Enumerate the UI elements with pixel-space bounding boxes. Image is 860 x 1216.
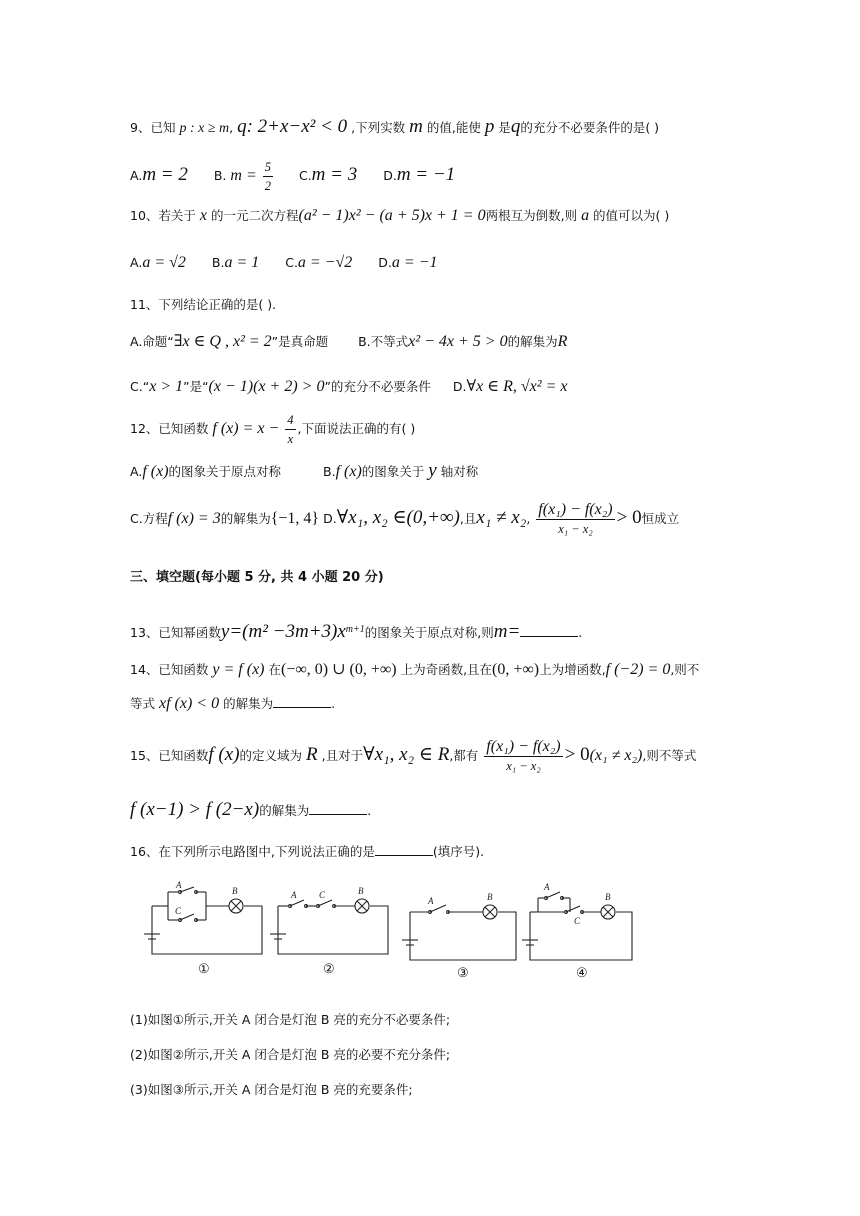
- question-16: 16、在下列所示电路图中,下列说法正确的是 (填序号).: [130, 844, 485, 859]
- question-12: 12、已知函数 f (x) = x − $\frac{4}{x}$ ,下面说法正确的有( ): [130, 413, 416, 446]
- circuit-1: [144, 887, 262, 954]
- circuit-2: [270, 899, 388, 954]
- question-9: 9、已知 p : x ≥ m, q: 2+x−x² < 0 ,下列实数 m 的值,能使 p 是q的充分不必要条件的是( ): [130, 116, 660, 137]
- label-b-2: B: [358, 886, 364, 896]
- question-13: 13、已知幂函数$y=(m^2 -3m+3)x^{m+1}$的图象关于原点对称,则m= .: [130, 621, 583, 643]
- fraction-four-over-x: $\frac{4}{x}$: [287, 413, 294, 446]
- label-c-4: C: [574, 916, 581, 926]
- label-c-2: C: [319, 890, 326, 900]
- section-3-heading: 三、填空题(每小题 5 分, 共 4 小题 20 分): [130, 570, 384, 585]
- question-12-options-ab: A.f (x)的图象关于原点对称 B.f (x)的图象关于 y 轴对称: [130, 460, 479, 481]
- question-11: 11、下列结论正确的是( ).: [130, 297, 277, 312]
- answer-blank[interactable]: [309, 802, 367, 815]
- circuit-caption-1: ①: [198, 962, 210, 977]
- circuit-caption-4: ④: [576, 966, 588, 981]
- question-15-line2: f (x−1) > f (2−x)的解集为 .: [130, 799, 372, 820]
- q16-statement-3: (3)如图③所示,开关 A 闭合是灯泡 B 亮的充要条件;: [130, 1082, 413, 1097]
- q16-statement-2: (2)如图②所示,开关 A 闭合是灯泡 B 亮的必要不充分条件;: [130, 1047, 451, 1062]
- circuit-4: [522, 892, 632, 960]
- label-b-1: B: [232, 886, 238, 896]
- circuit-caption-2: ②: [323, 962, 335, 977]
- answer-blank[interactable]: [375, 843, 433, 856]
- question-10-options: A.a = √2 B.a = 1 C.a = −√2 D.a = −1: [130, 254, 438, 271]
- label-a-4: A: [544, 882, 550, 892]
- label-b-3: B: [487, 892, 493, 902]
- fraction-difference-quotient: $\frac{\text{f(x₁) − f(x₂)}}{\text{x₁ − x₂}}$: [538, 501, 613, 536]
- answer-blank[interactable]: [520, 624, 578, 637]
- label-c-1: C: [175, 906, 182, 916]
- question-15: 15、已知函数f (x)的定义域为 R ,且对于∀x₁, x₂ ∈ R,都有 $\frac{\text{f(x₁) − f(x₂)}}{\text{x₁ − x₂}}$ > 0(x₁ ≠ x₂),则不等式: [130, 738, 697, 773]
- question-10: 10、若关于 x 的一元二次方程(a² − 1)x² − (a + 5)x + 1 = 0两根互为倒数,则 a 的值可以为( ): [130, 207, 670, 224]
- question-12-options-cd: C.方程f (x) = 3的解集为{−1, 4} D.∀x₁, x₂ ∈(0,+∞),且x₁ ≠ x₂, $\frac{\text{f(x₁) − f(x₂)}}{\text{x₁ − x₂}}$ > 0恒成立: [130, 501, 680, 536]
- question-14: 14、已知函数 y = f (x) 在(−∞, 0) ∪ (0, +∞) 上为奇函数,且在(0, +∞)上为增函数,f (−2) = 0,则不: [130, 661, 700, 678]
- question-14-line2: 等式 xf (x) < 0 的解集为 .: [130, 695, 336, 712]
- q16-statement-1: (1)如图①所示,开关 A 闭合是灯泡 B 亮的充分不必要条件;: [130, 1012, 451, 1027]
- fraction-five-halves: $\frac{5}{2}$: [264, 160, 271, 193]
- circuit-3: [402, 905, 516, 960]
- label-a-2: A: [291, 890, 297, 900]
- circuit-caption-3: ③: [457, 966, 469, 981]
- question-11-options-ab: A.命题“∃x ∈ Q , x² = 2”是真命题 B.不等式x² − 4x + 5 > 0的解集为R: [130, 333, 568, 350]
- question-9-options: A.m = 2 B. m = $\frac{5}{2}$ C.m = 3 D.m = −1: [130, 160, 456, 193]
- fraction-difference-quotient-15: $\frac{\text{f(x₁) − f(x₂)}}{\text{x₁ − x₂}}$: [486, 738, 561, 773]
- answer-blank[interactable]: [273, 695, 331, 708]
- label-b-4: B: [605, 892, 611, 902]
- question-11-options-cd: C.“x > 1”是“(x − 1)(x + 2) > 0”的充分不必要条件 D.∀x ∈ R, √x² = x: [130, 378, 568, 395]
- label-a-3: A: [428, 896, 434, 906]
- label-a-1: A: [176, 880, 182, 890]
